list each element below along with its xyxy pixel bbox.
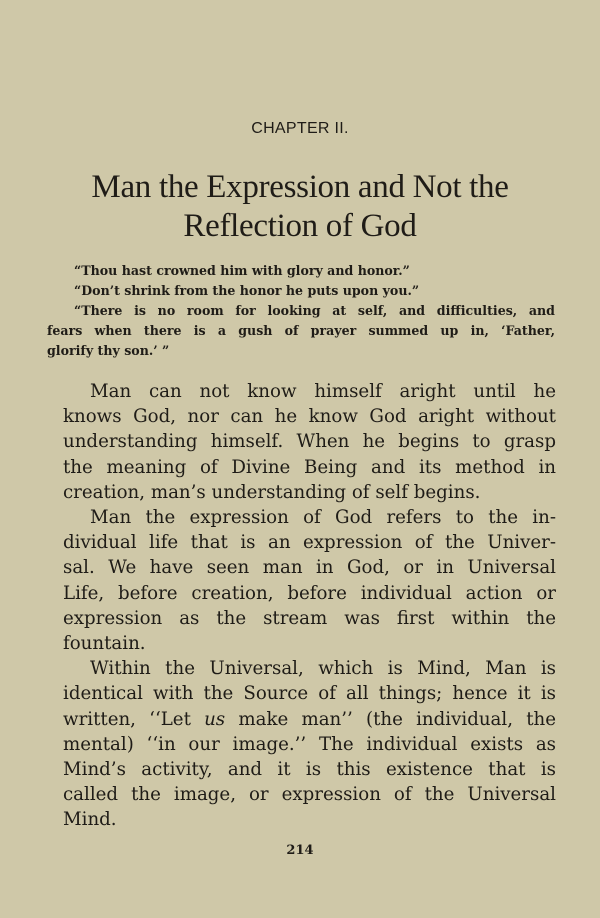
text-line: identical with the Source of all things; hence it is	[63, 683, 556, 705]
italic-text: us	[204, 708, 226, 730]
epigraph-line: “Don’t shrink from the honor he puts upon you.”	[74, 283, 420, 298]
body-text	[63, 379, 556, 833]
page-number: 214	[286, 843, 314, 858]
epigraph-line: “There is no room for looking at self, and difficulties, and	[74, 303, 555, 318]
text-line: Man can not know himself aright until he	[90, 381, 556, 402]
epigraph-line: fears when there is a gush of prayer summed up in, ‘Father,	[47, 323, 555, 338]
text-segment: make man’’ (the individual, the	[225, 708, 556, 730]
paragraph	[63, 379, 556, 505]
epigraph-line: “Thou hast crowned him with glory and honor.”	[74, 263, 410, 278]
text-line: Mind’s activity, and it is this existence that is	[63, 759, 556, 781]
text-line: the meaning of Divine Being and its method in	[63, 456, 556, 478]
text-line: called the image, or expression of the Universal	[63, 784, 556, 806]
text-line: expression as the stream was first within the	[63, 607, 556, 629]
text-line: fountain.	[63, 633, 146, 655]
text-line: knows God, nor can he know God aright without	[63, 406, 556, 428]
text-line: creation, man’s understanding of self begins.	[63, 481, 481, 503]
text-line: dividual life that is an expression of the Univer-	[63, 532, 556, 554]
text-line	[63, 707, 556, 732]
epigraph-line: glorify thy son.’ ”	[47, 343, 170, 358]
text-line: Within the Universal, which is Mind, Man is	[90, 658, 556, 680]
text-line: sal. We have seen man in God, or in Universal	[63, 557, 556, 579]
text-line: Life, before creation, before individual action or	[63, 582, 556, 604]
title-line: Man the Expression and Not the	[91, 169, 509, 205]
text-segment: written, ‘‘Let	[63, 708, 205, 730]
text-line: understanding himself. When he begins to grasp	[63, 431, 556, 453]
paragraph	[63, 656, 556, 832]
chapter-title	[0, 168, 600, 246]
epigraph	[47, 261, 555, 361]
chapter-label: CHAPTER II.	[251, 120, 349, 137]
text-line: Man the expression of God refers to the in-	[90, 507, 556, 529]
paragraph	[63, 505, 556, 656]
title-line: Reflection of God	[183, 208, 417, 244]
text-line: Mind.	[63, 809, 117, 831]
text-line: mental) ‘‘in our image.’’ The individual exists as	[63, 733, 556, 755]
